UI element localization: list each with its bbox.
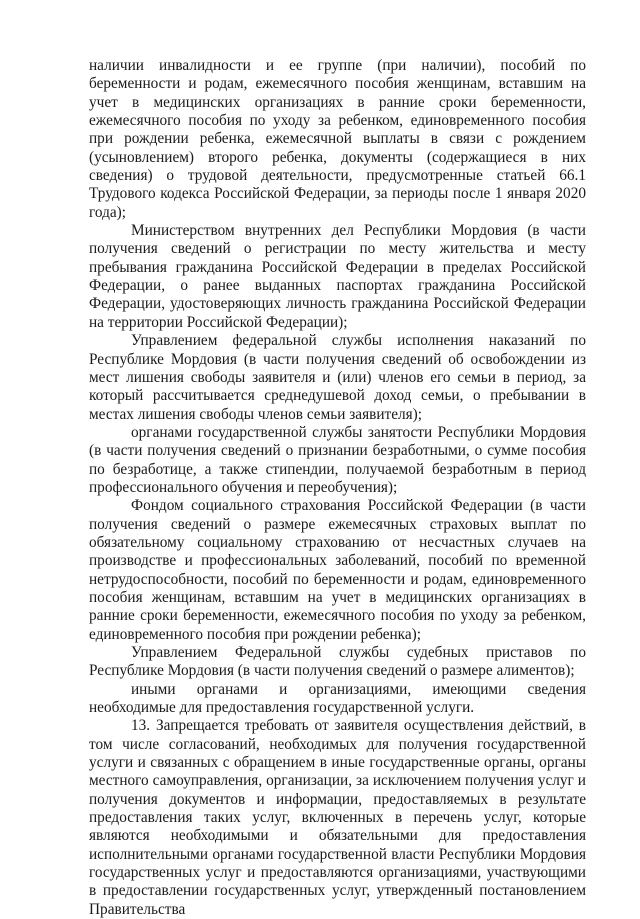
paragraph-2: Министерством внутренних дел Республики Мордовия (в части получения сведений о регистрации по месту жительства и месту пребывания гражданина Российской Федерации в пределах Российской Федерации, о ранее выданных паспортах гражданина Российской Федерации, удостоверяющих личность гражданина Российской Федерации на территории Российской Федерации);: [89, 222, 586, 331]
paragraph-4: органами государственной службы занятости Республики Мордовия (в части получения сведений о признании безработными, о сумме пособия по безработице, а также стипендии, получаемой безработным в период профессионального обучения и переобучения);: [89, 423, 586, 496]
paragraph-1: наличии инвалидности и ее группе (при наличии), пособий по беременности и родам, ежемесячного пособия женщинам, вставшим на учет в медицинских организациях в ранние сроки беременности, ежемесячного пособия по уходу за ребенком, единовременного пособия при рождении ребенка, ежемесячной выплаты в связи с рождением (усыновлением) второго ребенка, документы (содержащиеся в них сведения) о трудовой деятельности, предусмотренные статьей 66.1 Трудового кодекса Российской Федерации, за периоды после 1 января 2020 года);: [89, 57, 586, 221]
paragraph-3: Управлением федеральной службы исполнения наказаний по Республике Мордовия (в части получения сведений об освобождении из мест лишения свободы заявителя и (или) членов его семьи в период, за который рассчитывается среднедушевой доход семьи, о пребывании в местах лишения свободы членов семьи заявителя);: [89, 332, 586, 423]
paragraph-8: 13. Запрещается требовать от заявителя осуществления действий, в том числе согласований, необходимых для получения государственной услуги и связанных с обращением в иные государственные органы, органы местного самоуправления, организации, за исключением получения услуг и получения документов и информации, предоставляемых в результате предоставления таких услуг, включенных в перечень услуг, которые являются необходимыми и обязательными для предоставления исполнительными органами государственной власти Республики Мордовия государственных услуг и предоставляются организациями, участвующими в предоставлении государственных услуг, утвержденный постановлением Правительства: [89, 717, 586, 918]
document-body: [89, 57, 586, 919]
paragraph-6: Управлением Федеральной службы судебных приставов по Республике Мордовия (в части получения сведений о размере алиментов);: [89, 644, 586, 680]
paragraph-7: иными органами и организациями, имеющими сведения необходимые для предоставления государственной услуги.: [89, 680, 586, 717]
paragraph-5: Фондом социального страхования Российской Федерации (в части получения сведений о размере ежемесячных страховых выплат по обязательному социальному страхованию от несчастных случаев на производстве и профессиональных заболеваний, пособий по временной нетрудоспособности, пособий по беременности и родам, единовременного пособия женщинам, вставшим на учет в медицинских организациях в ранние сроки беременности, ежемесячного пособия по уходу за ребенком, единовременного пособия при рождении ребенка);: [89, 497, 586, 643]
